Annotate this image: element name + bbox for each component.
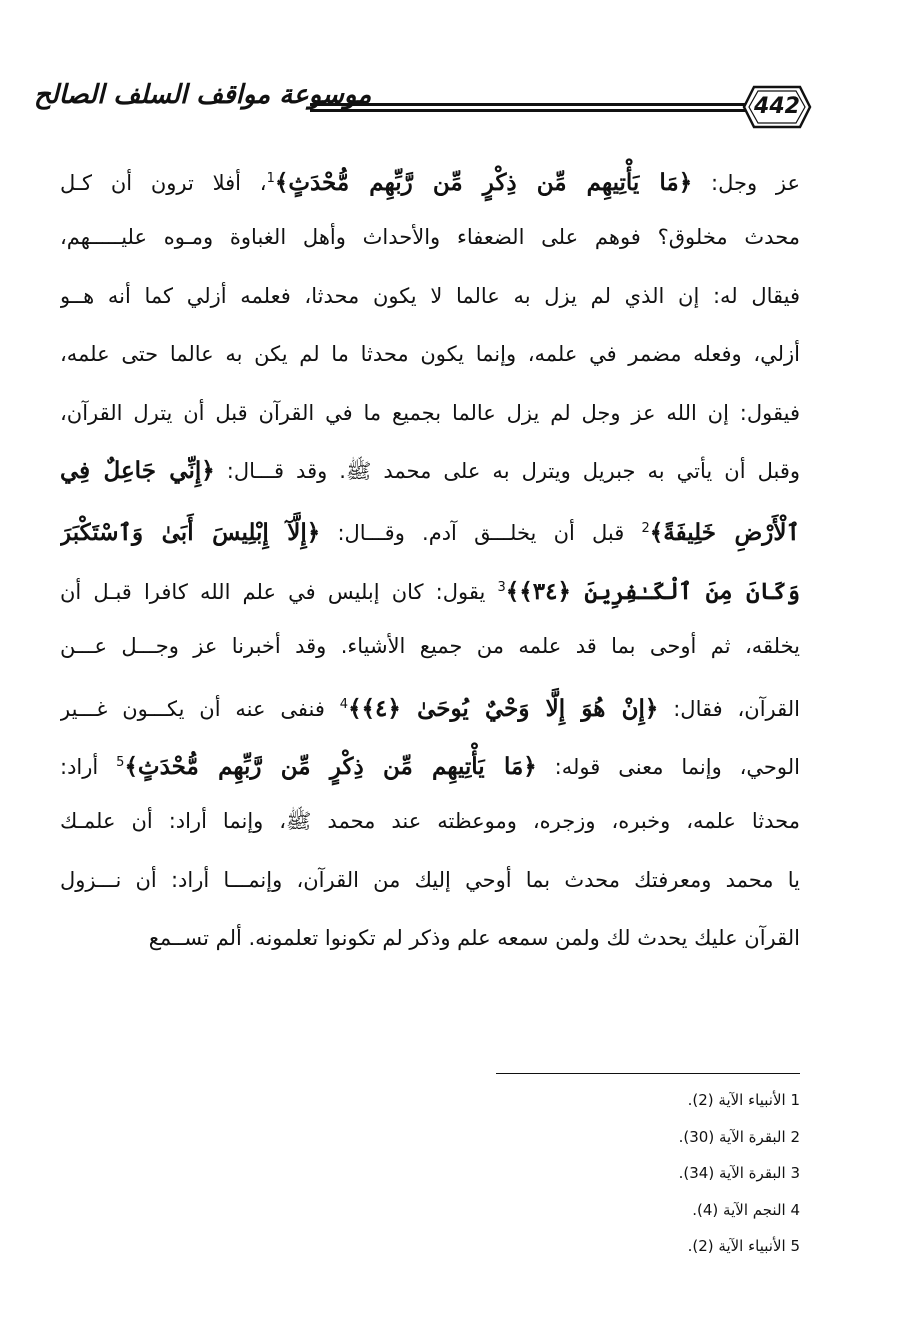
text-segment: يقول: كان إبليس في علم الله كافرا قبـل أن	[60, 579, 498, 604]
footnote-ref: 3	[497, 579, 506, 595]
text-segment: القرآن عليك يحدث لك ولمن سمعه علم وذكر لم تكونوا تعلمونه. ألم تســمع	[148, 926, 800, 951]
text-line	[60, 792, 800, 850]
text-line	[60, 500, 800, 558]
text-segment: ، أفلا ترون أن كـل	[60, 171, 267, 195]
quran-quote: ٱلْأَرْضِ خَلِيفَةً﴾	[649, 519, 800, 547]
footnote-divider	[496, 1073, 800, 1074]
quran-quote: ﴿إِنْ هُوَ إِلَّا وَحْيٌ يُوحَىٰ ﴿٤﴾﴾	[348, 694, 659, 722]
text-segment: محدث مخلوق؟ فوهم على الضعفاء والأحداث وأهل الغباوة ومـوه عليـــــهم،	[60, 225, 800, 250]
text-line	[60, 208, 800, 266]
quran-quote: ﴿مَا يَأْتِيهِم مِّن ذِكْرٍ مِّن رَّبِّهِم مُّحْدَثٍ﴾	[274, 169, 693, 196]
text-line	[60, 676, 800, 734]
text-segment: قبل أن يخلـــق آدم. وقـــال:	[320, 521, 642, 546]
text-segment: الوحي، وإنما معنى قوله:	[536, 754, 800, 779]
main-text	[60, 150, 800, 967]
footnote-ref: 2	[641, 521, 650, 537]
quran-quote: وَكَانَ مِنَ ٱلْكَـٰفِرِينَ ﴿٣٤﴾﴾	[505, 577, 800, 605]
text-line	[60, 734, 800, 792]
text-line	[60, 559, 800, 617]
text-segment: يخلقه، ثم أوحى بما قد علمه من جميع الأشياء. وقد أخبرنا عز وجـــل عـــن	[60, 634, 800, 659]
text-line	[60, 267, 800, 325]
text-segment: فيقول: إن الله عز وجل لم يزل عالما بجميع ما في القرآن قبل أن يترل القرآن،	[60, 400, 800, 425]
text-segment: يا محمد ومعرفتك محدث بما أوحي إليك من القرآن، وإنمـــا أراد: أن نـــزول	[60, 867, 800, 892]
footnote-ref: 4	[339, 696, 349, 712]
footnote-3: 3 البقرة الآية (34).	[678, 1164, 800, 1182]
footnote-4: 4 النجم الآية (4).	[692, 1200, 800, 1219]
footnote-2: 2 البقرة الآية (30).	[678, 1127, 800, 1146]
text-line	[60, 150, 800, 208]
footnote-5: 5 الأنبياء الآية (2).	[687, 1237, 800, 1255]
book-title: موسوعة مواقف السلف الصالح	[28, 80, 377, 110]
header-rule	[310, 103, 755, 112]
footnotes	[460, 1082, 800, 1265]
text-line	[60, 909, 800, 967]
page-number-frame	[742, 84, 812, 130]
quran-quote: ﴿مَا يَأْتِيهِم مِّن ذِكْرٍ مِّن رَّبِّهِم مُّحْدَثٍ﴾	[124, 752, 537, 780]
text-segment: عز وجل:	[692, 171, 800, 195]
quran-quote: ﴿إِنِّي جَاعِلٌ فِي	[60, 456, 215, 484]
text-segment: أزلي، وفعله مضمر في علمه، وإنما يكون محدثا ما لم يكن به عالما حتى علمه،	[60, 342, 800, 367]
text-segment: القرآن، فقال:	[658, 696, 800, 721]
footnote-1: 1 الأنبياء الآية (2).	[687, 1091, 800, 1109]
text-segment: وقبل أن يأتي به جبريل ويترل به على محمد ﷺ. وقد قـــال:	[214, 458, 800, 483]
quran-quote: ﴿إِلَّآ إِبْلِيسَ أَبَىٰ وَٱسْتَكْبَرَ	[60, 519, 321, 547]
footnote-ref: 1	[266, 171, 275, 186]
text-line	[60, 384, 800, 442]
text-segment: فيقال له: إن الذي لم يزل به عالما لا يكون محدثا، فعلمه أزلي كما أنه هــو	[60, 283, 800, 308]
footnote-ref: 5	[116, 754, 125, 770]
text-segment: محدثا علمه، وخبره، وزجره، وموعظته عند محمد ﷺ، وإنما أراد: أن علمـك	[60, 809, 800, 834]
text-line	[60, 442, 800, 500]
text-line	[60, 617, 800, 675]
text-segment: فنفى عنه أن يكـــون غـــير	[60, 696, 340, 721]
page-number: 442	[754, 94, 800, 119]
text-segment: أراد:	[60, 754, 117, 779]
text-line	[60, 851, 800, 909]
text-line	[60, 325, 800, 383]
page-header	[20, 70, 820, 140]
